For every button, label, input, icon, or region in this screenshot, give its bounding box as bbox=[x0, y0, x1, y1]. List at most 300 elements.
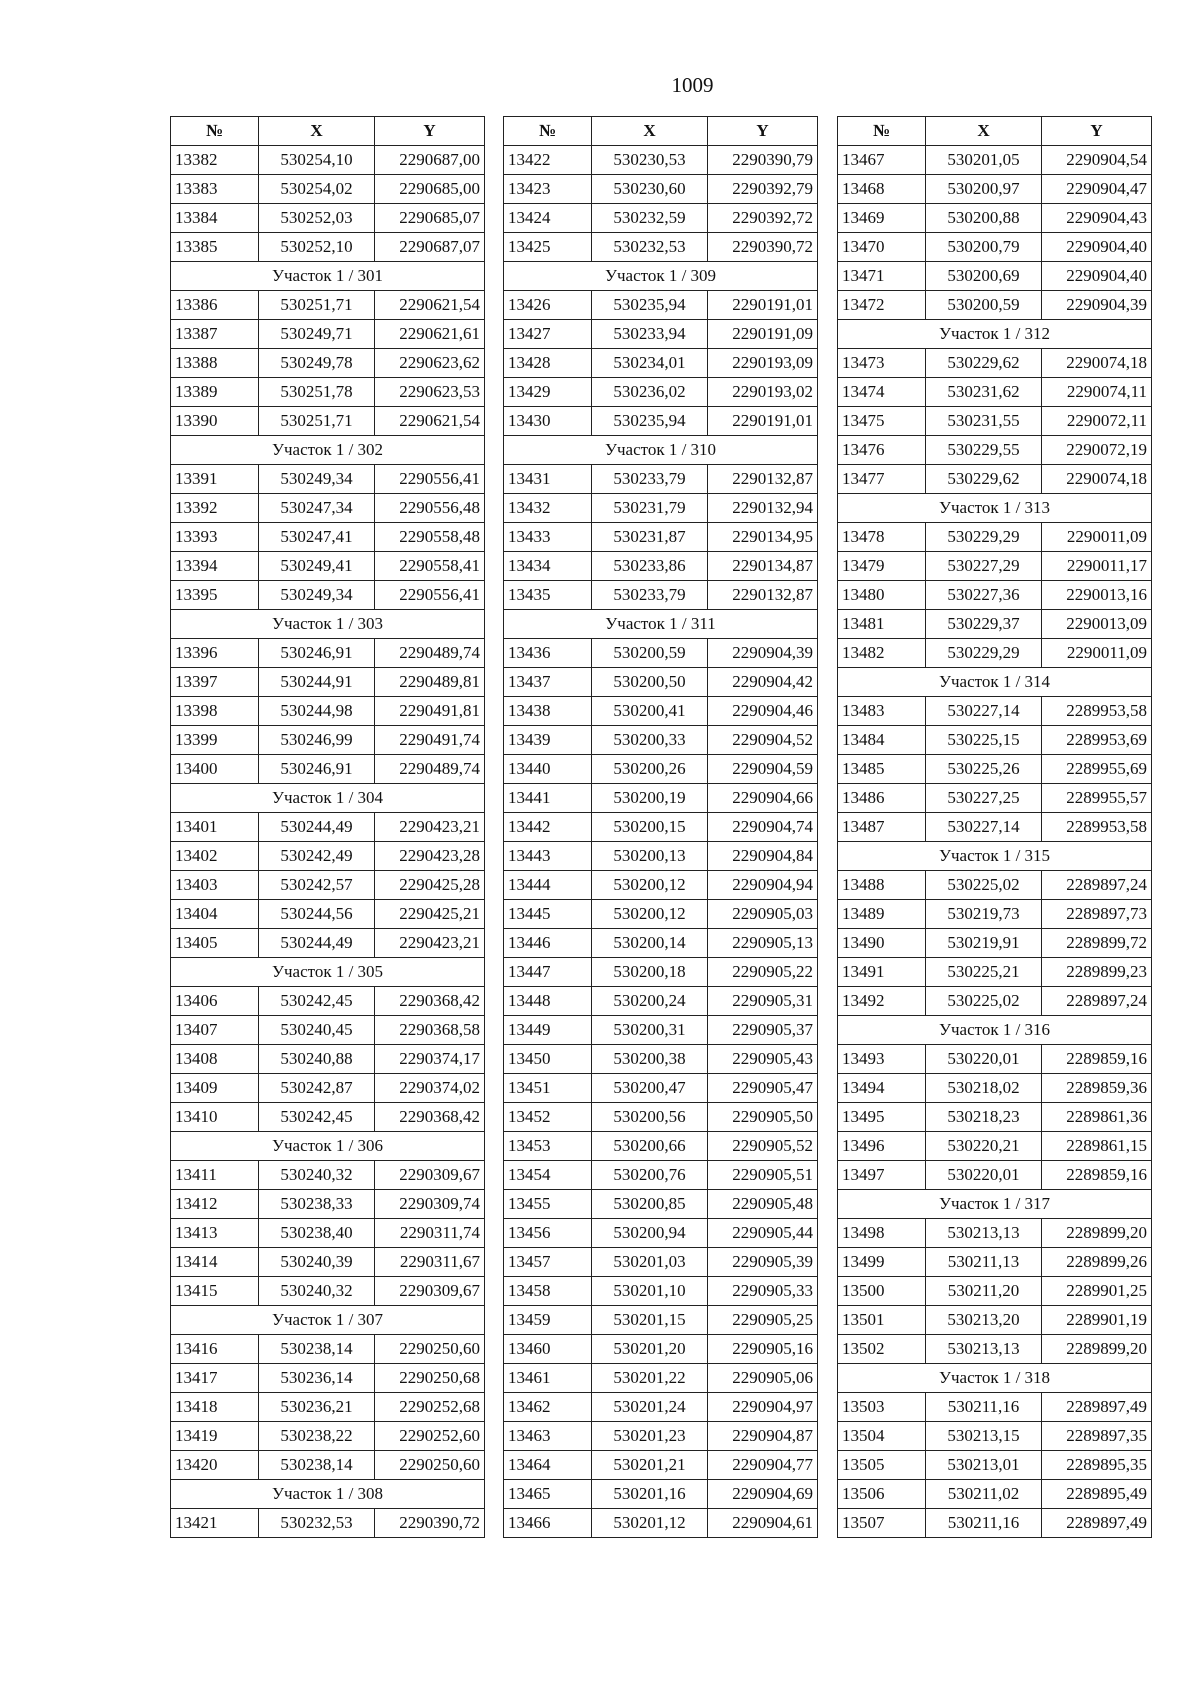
cell-y: 2290904,69 bbox=[708, 1480, 818, 1509]
table-body bbox=[171, 146, 485, 1538]
cell-x: 530229,62 bbox=[926, 349, 1042, 378]
section-row bbox=[838, 668, 1152, 697]
cell-number: 13416 bbox=[171, 1335, 259, 1364]
cell-x: 530211,20 bbox=[926, 1277, 1042, 1306]
cell-y: 2290250,60 bbox=[375, 1335, 485, 1364]
cell-x: 530200,12 bbox=[592, 900, 708, 929]
cell-x: 530235,94 bbox=[592, 407, 708, 436]
cell-number: 13412 bbox=[171, 1190, 259, 1219]
cell-number: 13384 bbox=[171, 204, 259, 233]
table-row bbox=[838, 1248, 1152, 1277]
cell-x: 530238,14 bbox=[259, 1451, 375, 1480]
table-row bbox=[838, 175, 1152, 204]
cell-number: 13425 bbox=[504, 233, 592, 262]
cell-y: 2290904,87 bbox=[708, 1422, 818, 1451]
cell-number: 13403 bbox=[171, 871, 259, 900]
cell-x: 530227,29 bbox=[926, 552, 1042, 581]
cell-x: 530229,62 bbox=[926, 465, 1042, 494]
cell-x: 530229,55 bbox=[926, 436, 1042, 465]
cell-x: 530218,02 bbox=[926, 1074, 1042, 1103]
cell-x: 530200,33 bbox=[592, 726, 708, 755]
table-header-row bbox=[504, 117, 818, 146]
cell-x: 530201,12 bbox=[592, 1509, 708, 1538]
cell-x: 530238,14 bbox=[259, 1335, 375, 1364]
cell-x: 530240,45 bbox=[259, 1016, 375, 1045]
section-row bbox=[838, 1364, 1152, 1393]
cell-x: 530230,53 bbox=[592, 146, 708, 175]
cell-y: 2290905,50 bbox=[708, 1103, 818, 1132]
cell-x: 530247,41 bbox=[259, 523, 375, 552]
section-label: Участок 1 / 306 bbox=[171, 1132, 485, 1161]
table-row bbox=[504, 1132, 818, 1161]
cell-number: 13388 bbox=[171, 349, 259, 378]
cell-number: 13502 bbox=[838, 1335, 926, 1364]
coordinates-table-column-1 bbox=[170, 116, 485, 1538]
table-row bbox=[171, 1422, 485, 1451]
table-row bbox=[838, 581, 1152, 610]
cell-number: 13392 bbox=[171, 494, 259, 523]
cell-x: 530200,31 bbox=[592, 1016, 708, 1045]
cell-number: 13484 bbox=[838, 726, 926, 755]
cell-y: 2290072,19 bbox=[1042, 436, 1152, 465]
cell-number: 13396 bbox=[171, 639, 259, 668]
cell-x: 530244,49 bbox=[259, 813, 375, 842]
cell-number: 13456 bbox=[504, 1219, 592, 1248]
cell-number: 13383 bbox=[171, 175, 259, 204]
table-row bbox=[504, 1306, 818, 1335]
cell-x: 530213,13 bbox=[926, 1219, 1042, 1248]
cell-x: 530201,23 bbox=[592, 1422, 708, 1451]
cell-number: 13480 bbox=[838, 581, 926, 610]
cell-number: 13405 bbox=[171, 929, 259, 958]
cell-x: 530213,20 bbox=[926, 1306, 1042, 1335]
table-row bbox=[171, 813, 485, 842]
cell-y: 2290423,28 bbox=[375, 842, 485, 871]
section-label: Участок 1 / 308 bbox=[171, 1480, 485, 1509]
cell-number: 13420 bbox=[171, 1451, 259, 1480]
cell-number: 13386 bbox=[171, 291, 259, 320]
table-row bbox=[504, 1103, 818, 1132]
cell-number: 13436 bbox=[504, 639, 592, 668]
cell-number: 13398 bbox=[171, 697, 259, 726]
table-row bbox=[838, 1103, 1152, 1132]
cell-x: 530220,01 bbox=[926, 1161, 1042, 1190]
cell-x: 530242,49 bbox=[259, 842, 375, 871]
cell-y: 2290905,44 bbox=[708, 1219, 818, 1248]
table-row bbox=[838, 929, 1152, 958]
cell-y: 2290390,79 bbox=[708, 146, 818, 175]
table-row bbox=[504, 1190, 818, 1219]
cell-number: 13505 bbox=[838, 1451, 926, 1480]
table-row bbox=[504, 1509, 818, 1538]
header-y: Y bbox=[1042, 117, 1152, 146]
cell-y: 2290687,07 bbox=[375, 233, 485, 262]
cell-y: 2290905,22 bbox=[708, 958, 818, 987]
section-row bbox=[838, 1016, 1152, 1045]
cell-number: 13432 bbox=[504, 494, 592, 523]
cell-x: 530200,56 bbox=[592, 1103, 708, 1132]
cell-x: 530225,21 bbox=[926, 958, 1042, 987]
cell-x: 530200,69 bbox=[926, 262, 1042, 291]
cell-number: 13463 bbox=[504, 1422, 592, 1451]
cell-y: 2290013,09 bbox=[1042, 610, 1152, 639]
table-row bbox=[504, 146, 818, 175]
table-row bbox=[838, 610, 1152, 639]
cell-y: 2290368,42 bbox=[375, 1103, 485, 1132]
cell-x: 530201,16 bbox=[592, 1480, 708, 1509]
table-row bbox=[838, 349, 1152, 378]
table-row bbox=[504, 958, 818, 987]
table-row bbox=[504, 1248, 818, 1277]
table-row bbox=[504, 175, 818, 204]
cell-y: 2290905,33 bbox=[708, 1277, 818, 1306]
cell-x: 530229,37 bbox=[926, 610, 1042, 639]
cell-x: 530252,03 bbox=[259, 204, 375, 233]
table-row bbox=[838, 1074, 1152, 1103]
cell-x: 530201,15 bbox=[592, 1306, 708, 1335]
cell-number: 13445 bbox=[504, 900, 592, 929]
cell-y: 2290491,74 bbox=[375, 726, 485, 755]
cell-y: 2290191,01 bbox=[708, 407, 818, 436]
cell-x: 530242,57 bbox=[259, 871, 375, 900]
table-row bbox=[504, 1219, 818, 1248]
section-label: Участок 1 / 307 bbox=[171, 1306, 485, 1335]
cell-x: 530246,91 bbox=[259, 639, 375, 668]
table-row bbox=[171, 1364, 485, 1393]
table-row bbox=[171, 842, 485, 871]
cell-y: 2290011,09 bbox=[1042, 523, 1152, 552]
cell-y: 2290489,74 bbox=[375, 639, 485, 668]
cell-number: 13438 bbox=[504, 697, 592, 726]
table-row bbox=[171, 1451, 485, 1480]
cell-number: 13410 bbox=[171, 1103, 259, 1132]
section-label: Участок 1 / 312 bbox=[838, 320, 1152, 349]
cell-number: 13503 bbox=[838, 1393, 926, 1422]
cell-number: 13451 bbox=[504, 1074, 592, 1103]
table-row bbox=[504, 842, 818, 871]
cell-number: 13468 bbox=[838, 175, 926, 204]
table-row bbox=[838, 755, 1152, 784]
cell-number: 13387 bbox=[171, 320, 259, 349]
table-row bbox=[504, 320, 818, 349]
table-body bbox=[838, 146, 1152, 1538]
cell-x: 530200,76 bbox=[592, 1161, 708, 1190]
cell-number: 13489 bbox=[838, 900, 926, 929]
cell-number: 13389 bbox=[171, 378, 259, 407]
cell-number: 13446 bbox=[504, 929, 592, 958]
cell-x: 530200,66 bbox=[592, 1132, 708, 1161]
cell-y: 2289859,16 bbox=[1042, 1045, 1152, 1074]
cell-x: 530219,73 bbox=[926, 900, 1042, 929]
cell-number: 13427 bbox=[504, 320, 592, 349]
section-row bbox=[171, 1480, 485, 1509]
cell-x: 530229,29 bbox=[926, 639, 1042, 668]
table-row bbox=[171, 233, 485, 262]
cell-x: 530200,24 bbox=[592, 987, 708, 1016]
header-y: Y bbox=[375, 117, 485, 146]
table-row bbox=[171, 378, 485, 407]
cell-y: 2290132,87 bbox=[708, 465, 818, 494]
table-row bbox=[171, 320, 485, 349]
cell-number: 13497 bbox=[838, 1161, 926, 1190]
table-row bbox=[171, 1393, 485, 1422]
cell-y: 2290904,97 bbox=[708, 1393, 818, 1422]
cell-x: 530225,26 bbox=[926, 755, 1042, 784]
cell-number: 13457 bbox=[504, 1248, 592, 1277]
header-x: X bbox=[259, 117, 375, 146]
cell-y: 2290558,41 bbox=[375, 552, 485, 581]
cell-y: 2290392,79 bbox=[708, 175, 818, 204]
table-row bbox=[171, 349, 485, 378]
cell-y: 2290621,54 bbox=[375, 407, 485, 436]
table-row bbox=[838, 146, 1152, 175]
cell-y: 2290905,43 bbox=[708, 1045, 818, 1074]
cell-number: 13431 bbox=[504, 465, 592, 494]
cell-number: 13417 bbox=[171, 1364, 259, 1393]
cell-y: 2290390,72 bbox=[708, 233, 818, 262]
table-row bbox=[171, 204, 485, 233]
cell-x: 530220,01 bbox=[926, 1045, 1042, 1074]
cell-x: 530225,02 bbox=[926, 987, 1042, 1016]
section-label: Участок 1 / 314 bbox=[838, 668, 1152, 697]
table-row bbox=[504, 1161, 818, 1190]
table-row bbox=[504, 929, 818, 958]
table-row bbox=[838, 1480, 1152, 1509]
cell-x: 530244,98 bbox=[259, 697, 375, 726]
cell-number: 13385 bbox=[171, 233, 259, 262]
section-row bbox=[171, 958, 485, 987]
cell-number: 13430 bbox=[504, 407, 592, 436]
cell-y: 2290904,46 bbox=[708, 697, 818, 726]
cell-number: 13406 bbox=[171, 987, 259, 1016]
cell-number: 13421 bbox=[171, 1509, 259, 1538]
cell-number: 13390 bbox=[171, 407, 259, 436]
table-row bbox=[838, 1509, 1152, 1538]
cell-number: 13449 bbox=[504, 1016, 592, 1045]
cell-number: 13426 bbox=[504, 291, 592, 320]
cell-y: 2290623,53 bbox=[375, 378, 485, 407]
cell-y: 2290134,87 bbox=[708, 552, 818, 581]
cell-x: 530240,88 bbox=[259, 1045, 375, 1074]
cell-x: 530233,79 bbox=[592, 465, 708, 494]
cell-x: 530236,21 bbox=[259, 1393, 375, 1422]
cell-x: 530200,59 bbox=[592, 639, 708, 668]
cell-y: 2290904,40 bbox=[1042, 233, 1152, 262]
table-row bbox=[504, 813, 818, 842]
section-label: Участок 1 / 301 bbox=[171, 262, 485, 291]
section-label: Участок 1 / 302 bbox=[171, 436, 485, 465]
cell-number: 13461 bbox=[504, 1364, 592, 1393]
cell-y: 2290132,94 bbox=[708, 494, 818, 523]
cell-y: 2289895,35 bbox=[1042, 1451, 1152, 1480]
cell-number: 13475 bbox=[838, 407, 926, 436]
cell-y: 2290621,54 bbox=[375, 291, 485, 320]
table-row bbox=[838, 1451, 1152, 1480]
table-row bbox=[171, 1016, 485, 1045]
table-row bbox=[838, 1335, 1152, 1364]
table-row bbox=[171, 1335, 485, 1364]
table-row bbox=[171, 1045, 485, 1074]
table-row bbox=[504, 1451, 818, 1480]
section-row bbox=[171, 784, 485, 813]
cell-x: 530229,29 bbox=[926, 523, 1042, 552]
section-row bbox=[171, 1132, 485, 1161]
cell-y: 2290623,62 bbox=[375, 349, 485, 378]
table-row bbox=[838, 204, 1152, 233]
cell-number: 13506 bbox=[838, 1480, 926, 1509]
cell-number: 13443 bbox=[504, 842, 592, 871]
section-label: Участок 1 / 305 bbox=[171, 958, 485, 987]
cell-x: 530232,53 bbox=[592, 233, 708, 262]
table-row bbox=[171, 581, 485, 610]
cell-x: 530213,13 bbox=[926, 1335, 1042, 1364]
cell-number: 13423 bbox=[504, 175, 592, 204]
cell-x: 530200,50 bbox=[592, 668, 708, 697]
cell-x: 530218,23 bbox=[926, 1103, 1042, 1132]
cell-y: 2290905,31 bbox=[708, 987, 818, 1016]
cell-x: 530213,01 bbox=[926, 1451, 1042, 1480]
table-row bbox=[504, 494, 818, 523]
cell-number: 13413 bbox=[171, 1219, 259, 1248]
cell-x: 530220,21 bbox=[926, 1132, 1042, 1161]
cell-y: 2290011,17 bbox=[1042, 552, 1152, 581]
cell-number: 13401 bbox=[171, 813, 259, 842]
cell-y: 2290685,00 bbox=[375, 175, 485, 204]
cell-number: 13495 bbox=[838, 1103, 926, 1132]
cell-number: 13454 bbox=[504, 1161, 592, 1190]
table-row bbox=[504, 523, 818, 552]
table-row bbox=[838, 813, 1152, 842]
table-row bbox=[171, 871, 485, 900]
cell-number: 13496 bbox=[838, 1132, 926, 1161]
table-row bbox=[504, 233, 818, 262]
cell-x: 530201,03 bbox=[592, 1248, 708, 1277]
cell-number: 13499 bbox=[838, 1248, 926, 1277]
cell-number: 13415 bbox=[171, 1277, 259, 1306]
table-row bbox=[504, 668, 818, 697]
cell-x: 530254,10 bbox=[259, 146, 375, 175]
table-row bbox=[504, 581, 818, 610]
cell-x: 530227,25 bbox=[926, 784, 1042, 813]
cell-y: 2289859,16 bbox=[1042, 1161, 1152, 1190]
cell-x: 530235,94 bbox=[592, 291, 708, 320]
cell-y: 2290904,66 bbox=[708, 784, 818, 813]
cell-x: 530227,14 bbox=[926, 697, 1042, 726]
cell-y: 2290074,11 bbox=[1042, 378, 1152, 407]
section-row bbox=[171, 436, 485, 465]
cell-number: 13487 bbox=[838, 813, 926, 842]
cell-number: 13441 bbox=[504, 784, 592, 813]
cell-y: 2290374,17 bbox=[375, 1045, 485, 1074]
cell-y: 2290074,18 bbox=[1042, 465, 1152, 494]
table-row bbox=[504, 697, 818, 726]
table-header-row bbox=[171, 117, 485, 146]
section-label: Участок 1 / 318 bbox=[838, 1364, 1152, 1393]
table-row bbox=[838, 407, 1152, 436]
cell-number: 13501 bbox=[838, 1306, 926, 1335]
cell-number: 13507 bbox=[838, 1509, 926, 1538]
cell-number: 13450 bbox=[504, 1045, 592, 1074]
cell-x: 530233,79 bbox=[592, 581, 708, 610]
cell-y: 2290191,01 bbox=[708, 291, 818, 320]
cell-number: 13485 bbox=[838, 755, 926, 784]
cell-x: 530200,97 bbox=[926, 175, 1042, 204]
cell-y: 2290491,81 bbox=[375, 697, 485, 726]
cell-x: 530238,40 bbox=[259, 1219, 375, 1248]
cell-number: 13434 bbox=[504, 552, 592, 581]
cell-number: 13411 bbox=[171, 1161, 259, 1190]
table-row bbox=[171, 291, 485, 320]
cell-x: 530233,86 bbox=[592, 552, 708, 581]
section-label: Участок 1 / 315 bbox=[838, 842, 1152, 871]
cell-number: 13402 bbox=[171, 842, 259, 871]
cell-y: 2290309,74 bbox=[375, 1190, 485, 1219]
cell-y: 2290392,72 bbox=[708, 204, 818, 233]
cell-number: 13455 bbox=[504, 1190, 592, 1219]
cell-x: 530252,10 bbox=[259, 233, 375, 262]
table-row bbox=[838, 1219, 1152, 1248]
cell-x: 530244,49 bbox=[259, 929, 375, 958]
table-row bbox=[838, 291, 1152, 320]
cell-y: 2290904,54 bbox=[1042, 146, 1152, 175]
table-row bbox=[504, 900, 818, 929]
cell-x: 530201,20 bbox=[592, 1335, 708, 1364]
table-body bbox=[504, 146, 818, 1538]
cell-x: 530231,55 bbox=[926, 407, 1042, 436]
coordinates-table-column-3 bbox=[837, 116, 1152, 1538]
cell-number: 13404 bbox=[171, 900, 259, 929]
table-row bbox=[504, 1016, 818, 1045]
cell-y: 2290556,41 bbox=[375, 581, 485, 610]
header-y: Y bbox=[708, 117, 818, 146]
cell-x: 530200,79 bbox=[926, 233, 1042, 262]
cell-y: 2290556,41 bbox=[375, 465, 485, 494]
coordinates-table bbox=[170, 116, 485, 1538]
cell-y: 2290489,81 bbox=[375, 668, 485, 697]
cell-y: 2290311,67 bbox=[375, 1248, 485, 1277]
table-row bbox=[504, 726, 818, 755]
table-row bbox=[504, 378, 818, 407]
cell-number: 13473 bbox=[838, 349, 926, 378]
cell-x: 530225,15 bbox=[926, 726, 1042, 755]
cell-x: 530238,22 bbox=[259, 1422, 375, 1451]
cell-y: 2290489,74 bbox=[375, 755, 485, 784]
cell-y: 2290134,95 bbox=[708, 523, 818, 552]
cell-x: 530200,13 bbox=[592, 842, 708, 871]
cell-y: 2290905,37 bbox=[708, 1016, 818, 1045]
cell-number: 13478 bbox=[838, 523, 926, 552]
cell-y: 2290904,39 bbox=[708, 639, 818, 668]
cell-x: 530240,32 bbox=[259, 1277, 375, 1306]
cell-y: 2290556,48 bbox=[375, 494, 485, 523]
cell-x: 530251,78 bbox=[259, 378, 375, 407]
cell-y: 2290904,47 bbox=[1042, 175, 1152, 204]
cell-number: 13439 bbox=[504, 726, 592, 755]
table-row bbox=[171, 900, 485, 929]
cell-number: 13395 bbox=[171, 581, 259, 610]
cell-x: 530231,79 bbox=[592, 494, 708, 523]
cell-number: 13477 bbox=[838, 465, 926, 494]
cell-number: 13474 bbox=[838, 378, 926, 407]
cell-number: 13490 bbox=[838, 929, 926, 958]
cell-y: 2289897,49 bbox=[1042, 1509, 1152, 1538]
cell-x: 530251,71 bbox=[259, 407, 375, 436]
coordinates-table bbox=[503, 116, 818, 1538]
table-row bbox=[171, 465, 485, 494]
table-row bbox=[171, 1509, 485, 1538]
section-label: Участок 1 / 316 bbox=[838, 1016, 1152, 1045]
table-row bbox=[838, 726, 1152, 755]
